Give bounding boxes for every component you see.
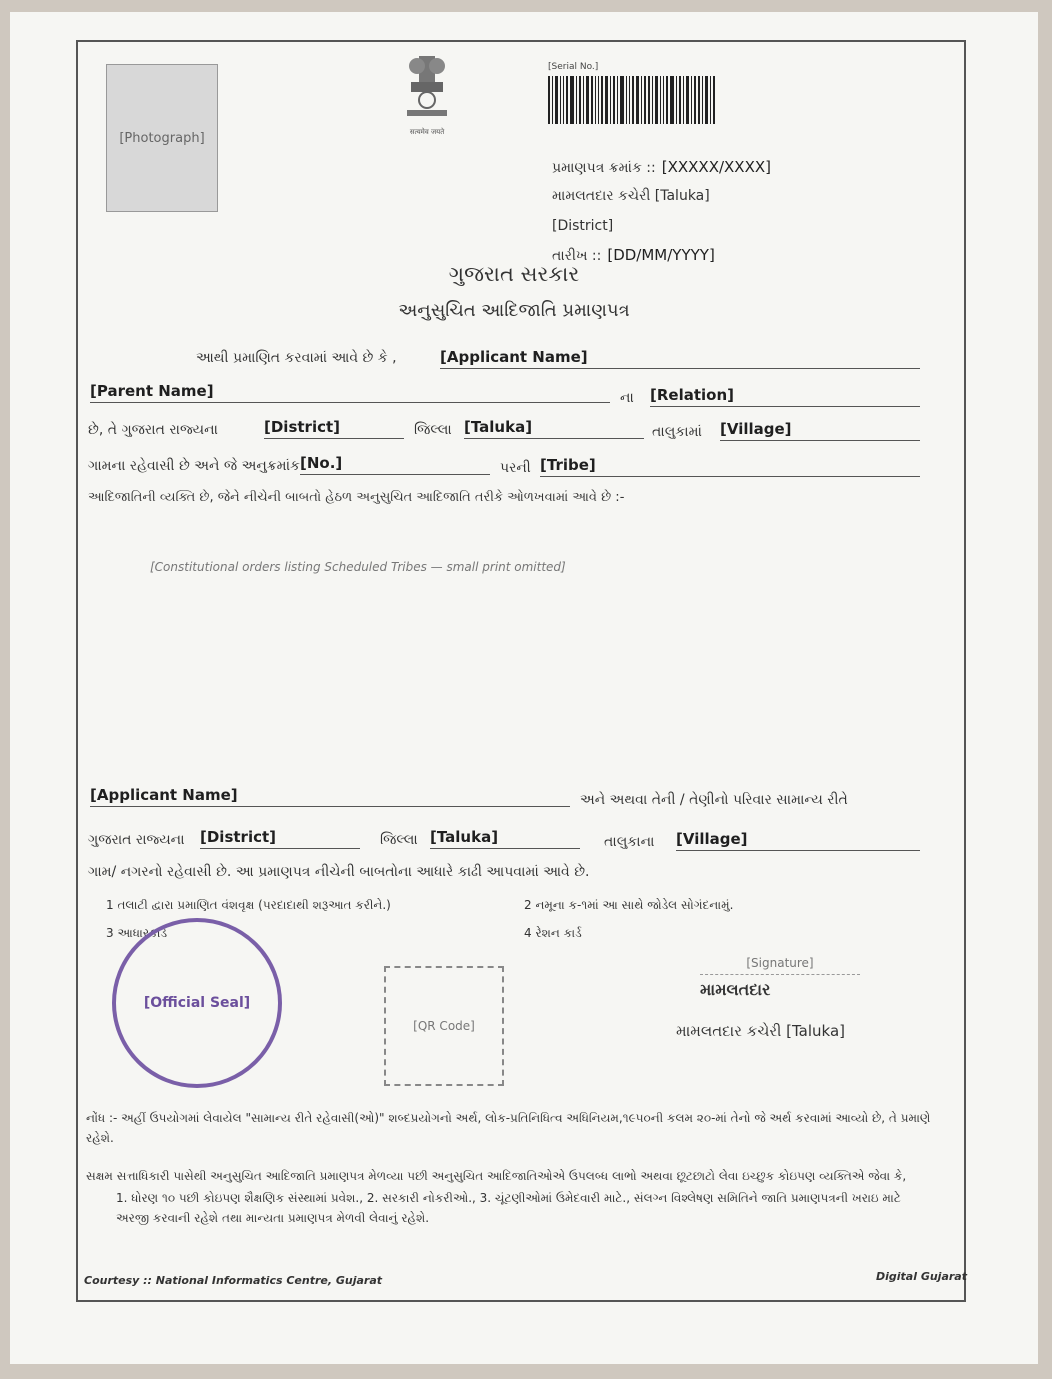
document-item-3: 3 આધારકાર્ડ bbox=[106, 926, 168, 940]
village-value-2: [Village] bbox=[676, 830, 920, 851]
footer-brand: Digital Gujarat bbox=[876, 1270, 967, 1283]
signature-placeholder: [Signature] bbox=[700, 900, 860, 975]
taluka-value: [Taluka] bbox=[464, 418, 644, 439]
barcode-serial: [Serial No.] bbox=[548, 62, 599, 72]
date-label: તારીખ :: bbox=[552, 248, 602, 264]
barcode-bar bbox=[683, 76, 684, 124]
barcode-bar bbox=[644, 76, 646, 124]
district-label: જિલ્લા bbox=[414, 422, 452, 438]
barcode-bar bbox=[576, 76, 577, 124]
cert-no-label: પ્રમાણપત્ર ક્રમાંક :: bbox=[552, 160, 656, 176]
taluka-label: તાલુકામાં bbox=[652, 424, 702, 440]
state-emblem bbox=[392, 50, 462, 142]
state-label: છે, તે ગુજરાત રાજ્યના bbox=[88, 422, 218, 438]
document-item-4: 4 રેશન કાર્ડ bbox=[524, 926, 582, 940]
barcode-bar bbox=[632, 76, 634, 124]
taluka-label-2: તાલુકાના bbox=[604, 834, 655, 850]
barcode-bar bbox=[563, 76, 564, 124]
signatory-office: મામલતદાર કચેરી [Taluka] bbox=[676, 1022, 845, 1040]
district-label-2: જિલ્લા bbox=[380, 832, 418, 848]
district-value: [District] bbox=[264, 418, 404, 439]
barcode-bar bbox=[555, 76, 558, 124]
certificate-number bbox=[552, 158, 771, 176]
recognized-text: આદિજાતિની વ્યક્તિ છે, જેને નીચેની બાબતો હેઠળ અનુસુચિત આદિજાતિ તરીકે ઓળખવામાં આવે છે :- bbox=[88, 490, 625, 505]
note-benefit-list: 1. ધોરણ ૧૦ પછી કોઇપણ શૈક્ષણિક સંસ્થામાં પ્રવેશ., 2. સરકારી નોકરીઓ., 3. ચૂંટણીઓમાં ઉમેદવારી માટે., સંલગ્ન વિશ્લેષણ સમિતિને જાતિ પ્રમાણપત્રની ખરાઇ માટે અરજી કરવાની રહેશે તથા માન્યતા પ્રમાણપત્ર મેળવી લેવાનું રહેશે. bbox=[116, 1191, 901, 1225]
barcode-bar bbox=[694, 76, 696, 124]
barcode-bar bbox=[663, 76, 664, 124]
barcode-bar bbox=[617, 76, 618, 124]
issuing-office: મામલતદાર કચેરી [Taluka] bbox=[552, 188, 710, 204]
barcode-bar bbox=[610, 76, 611, 124]
cert-no-value: [XXXXX/XXXX] bbox=[661, 158, 771, 176]
barcode-bar bbox=[626, 76, 627, 124]
barcode-bar bbox=[579, 76, 581, 124]
barcode-bar bbox=[605, 76, 608, 124]
barcode-bar bbox=[679, 76, 681, 124]
barcode-bar bbox=[586, 76, 589, 124]
barcode-bar bbox=[705, 76, 708, 124]
barcode-bar bbox=[601, 76, 603, 124]
applicant-name-repeat: [Applicant Name] bbox=[90, 786, 570, 807]
barcode-bar bbox=[655, 76, 658, 124]
applicant-photo-placeholder: [Photograph] bbox=[106, 64, 218, 212]
document-item-1: 1 તલાટી દ્વારા પ્રમાણિત વંશવૃક્ષ (પરદાદાથી શરૂઆત કરીને.) bbox=[106, 898, 391, 912]
district-value-2: [District] bbox=[200, 828, 360, 849]
government-title: ગુજરાત સરકાર bbox=[448, 262, 580, 286]
barcode-bar bbox=[713, 76, 715, 124]
barcode-bar bbox=[641, 76, 642, 124]
barcode-bar bbox=[591, 76, 593, 124]
legal-list-placeholder: [Constitutional orders listing Scheduled Tribes — small print omitted] bbox=[150, 560, 566, 574]
barcode-bar bbox=[660, 76, 661, 124]
date-value: [DD/MM/YYYY] bbox=[607, 246, 715, 264]
emblem-motto: सत्यमेव जयते bbox=[409, 128, 445, 136]
barcode-bar bbox=[570, 76, 574, 124]
barcode-bar bbox=[566, 76, 568, 124]
qr-code-placeholder: [QR Code] bbox=[384, 966, 504, 1086]
barcode-bar bbox=[583, 76, 584, 124]
barcode-bar bbox=[710, 76, 711, 124]
barcode-bar bbox=[598, 76, 599, 124]
barcode-bar bbox=[560, 76, 561, 124]
resident-label: ગામના રહેવાસી છે અને જે અનુક્રમાંક bbox=[88, 458, 300, 474]
relation: [Relation] bbox=[650, 386, 920, 407]
barcode-bar bbox=[670, 76, 674, 124]
barcode-bar bbox=[620, 76, 624, 124]
note-resident-definition: નોંધ :- અહીં ઉપયોગમાં લેવાયેલ "સામાન્ય રીતે રહેવાસી(ઓ)" શબ્દપ્રયોગનો અર્થ, લોક-પ્રતિનિધિત્વ અધિનિયમ,૧૯૫૦ની કલમ ૨૦-માં તેનો જે અર્થ કરવામાં આવ્યો છે, તે પ્રમાણે રહેશે. bbox=[86, 1111, 931, 1145]
certify-label: આથી પ્રમાણિત કરવામાં આવે છે કે , bbox=[196, 350, 397, 366]
official-seal-placeholder: [Official Seal] bbox=[112, 918, 282, 1088]
basis-text: ગામ/ નગરનો રહેવાસી છે. આ પ્રમાણપત્ર નીચેની બાબતોના આધારે કાઢી આપવામાં આવે છે. bbox=[88, 864, 590, 880]
village-value: [Village] bbox=[720, 420, 920, 441]
tribe-label: પરની bbox=[500, 460, 531, 476]
barcode-bar bbox=[686, 76, 689, 124]
barcode-bar bbox=[552, 76, 553, 124]
barcode-bar bbox=[648, 76, 650, 124]
note-benefits: સક્ષમ સત્તાધિકારી પાસેથી અનુસુચિત આદિજાતિ પ્રમાણપત્ર મેળવ્યા પછી અનુસુચિત આદિજાતિઓએ ઉપલબ્ધ લાભો અથવા છૂટછાટો લેવા ઇચ્છુક કોઇપણ વ્યક્તિએ જેવા કે, bbox=[86, 1169, 907, 1183]
tribe-value: [Tribe] bbox=[540, 456, 920, 477]
barcode-bar bbox=[666, 76, 668, 124]
barcode-bar bbox=[629, 76, 630, 124]
barcode bbox=[548, 76, 748, 124]
barcode-bar bbox=[595, 76, 596, 124]
barcode-bar bbox=[548, 76, 550, 124]
barcode-bar bbox=[652, 76, 653, 124]
barcode-bar bbox=[676, 76, 677, 124]
barcode-bar bbox=[698, 76, 700, 124]
family-text: અને અથવા તેની / તેણીનો પરિવાર સામાન્ય રીતે bbox=[580, 792, 848, 808]
parent-name: [Parent Name] bbox=[90, 382, 610, 403]
barcode-bar bbox=[636, 76, 639, 124]
barcode-bar bbox=[691, 76, 692, 124]
emblem-icon bbox=[397, 50, 457, 126]
state-label-2: ગુજરાત રાજ્યના bbox=[88, 832, 185, 848]
barcode-block bbox=[548, 62, 808, 124]
footer-courtesy: Courtesy :: National Informatics Centre, Gujarat bbox=[84, 1274, 383, 1287]
barcode-bar bbox=[702, 76, 703, 124]
applicant-name: [Applicant Name] bbox=[440, 348, 920, 369]
document-item-2: 2 નમૂના ક-૧માં આ સાથે જોડેલ સોગંદનામું. bbox=[524, 898, 734, 912]
serial-value: [No.] bbox=[300, 454, 490, 475]
certificate-title: અનુસુચિત આદિજાતિ પ્રમાણપત્ર bbox=[398, 300, 630, 321]
issuing-district: [District] bbox=[552, 218, 614, 234]
signatory-title: મામલતદાર bbox=[700, 980, 771, 999]
taluka-value-2: [Taluka] bbox=[430, 828, 580, 849]
relation-prefix: ના bbox=[620, 390, 634, 406]
barcode-bar bbox=[613, 76, 615, 124]
